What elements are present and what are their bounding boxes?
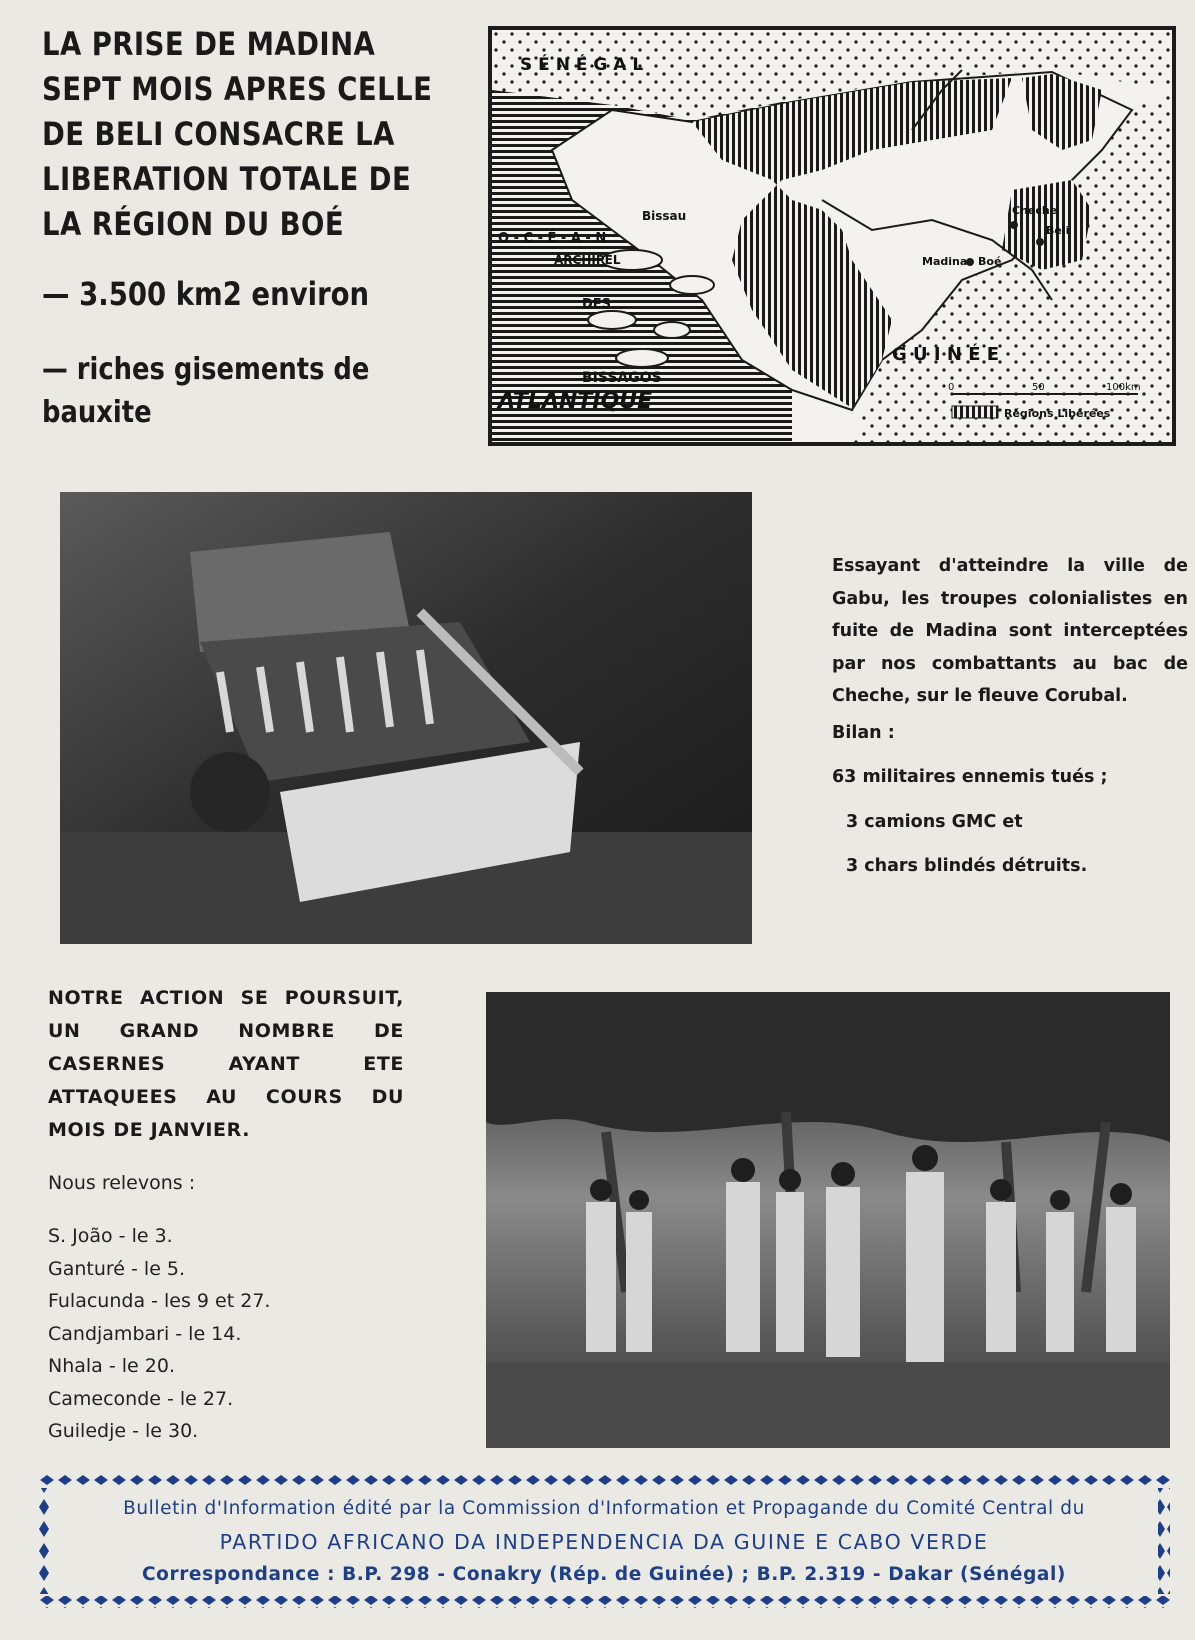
photo-wrecked-vehicles xyxy=(60,492,752,944)
resources-line: bauxite xyxy=(42,395,152,430)
legend-swatch xyxy=(952,406,998,418)
list-item: Candjambari - le 14. xyxy=(48,1322,242,1345)
action-statement: NOTRE ACTION SE POURSUIT, UN GRAND NOMBRE DE CASERNES AYANT ETE ATTAQUEES AU COURS DU MOIS DE JANVIER. xyxy=(48,987,404,1141)
island xyxy=(588,311,636,329)
scale-label: 100km xyxy=(1106,382,1141,393)
map-label-des: DES xyxy=(582,297,612,312)
caption-text: Essayant d'atteindre la ville de Gabu, les troupes colonialistes en fuite de Madina sont interceptées par nos combattants au bac de Cheche, sur le fleuve Corubal. xyxy=(832,556,1188,706)
caption-stat: 3 camions GMC et xyxy=(846,811,1023,832)
caption-stat: 63 militaires ennemis tués ; xyxy=(832,767,1108,787)
list-item: S. João - le 3. xyxy=(48,1225,173,1247)
area-statement: — 3.500 km2 environ xyxy=(42,275,370,313)
attack-list xyxy=(48,1220,270,1448)
list-item: Guiledje - le 30. xyxy=(48,1420,199,1442)
headline-line: DE BELI CONSACRE LA xyxy=(42,115,395,153)
headline-line: LA RÉGION DU BOÉ xyxy=(42,205,345,243)
island xyxy=(670,276,714,294)
resources-statement xyxy=(42,348,386,434)
map-label-madina: Madina xyxy=(922,255,968,268)
map-guinea-bissau xyxy=(488,26,1176,446)
place-marker xyxy=(1036,238,1044,246)
map-label-senegal: S É N É G A L xyxy=(520,55,644,75)
map-label-atlantique: ATLANTIQUE xyxy=(498,389,653,414)
scale-label: 0 xyxy=(948,382,955,393)
photo-caption xyxy=(832,550,1188,883)
list-item: Nhala - le 20. xyxy=(48,1355,175,1377)
map-label-boe: Boé xyxy=(978,255,1002,268)
resources-line: — riches gisements de xyxy=(42,352,370,387)
caption-bilan: Bilan : xyxy=(832,722,895,743)
footer-party-name: PARTIDO AFRICANO DA INDEPENDENCIA DA GUINE E CABO VERDE xyxy=(219,1530,989,1554)
footer-line: Bulletin d'Information édité par la Commission d'Information et Propagande du Comité Central du xyxy=(123,1498,1085,1519)
map-label-bissau: Bissau xyxy=(642,209,687,223)
map-label-cheche: Cheche xyxy=(1012,204,1058,217)
scale-label: 50 xyxy=(1032,382,1045,393)
footer-publication-info xyxy=(38,1474,1170,1608)
list-item: Cameconde - le 27. xyxy=(48,1387,234,1410)
legend-label: Régions Libérées xyxy=(1004,407,1111,420)
place-marker xyxy=(1010,221,1018,229)
map-label-archipel: ARCHIPEL xyxy=(554,253,621,267)
list-item: Fulacunda - les 9 et 27. xyxy=(48,1290,271,1312)
caption-stat: 3 chars blindés détruits. xyxy=(846,856,1088,876)
island xyxy=(654,322,690,338)
map-label-beli: Beli xyxy=(1046,224,1070,237)
headline-line: LA PRISE DE MADINA xyxy=(42,25,376,63)
headline-line: SEPT MOIS APRES CELLE xyxy=(42,70,433,108)
photo-marching-fighters xyxy=(486,992,1170,1448)
list-item: Ganturé - le 5. xyxy=(48,1257,186,1280)
headline-line: LIBERATION TOTALE DE xyxy=(42,160,412,198)
island xyxy=(616,349,668,367)
headline xyxy=(42,22,433,247)
map-label-guinee: G U I N É E xyxy=(892,344,1000,365)
map-label-ocean: O - C - É - A - N xyxy=(498,231,607,246)
map-label-bissagos: BISSAGOS xyxy=(582,370,662,386)
relevons-label: Nous relevons : xyxy=(48,1172,196,1194)
footer-correspondence: Correspondance : B.P. 298 - Conakry (Rép. de Guinée) ; B.P. 2.319 - Dakar (Sénégal) xyxy=(142,1564,1066,1585)
